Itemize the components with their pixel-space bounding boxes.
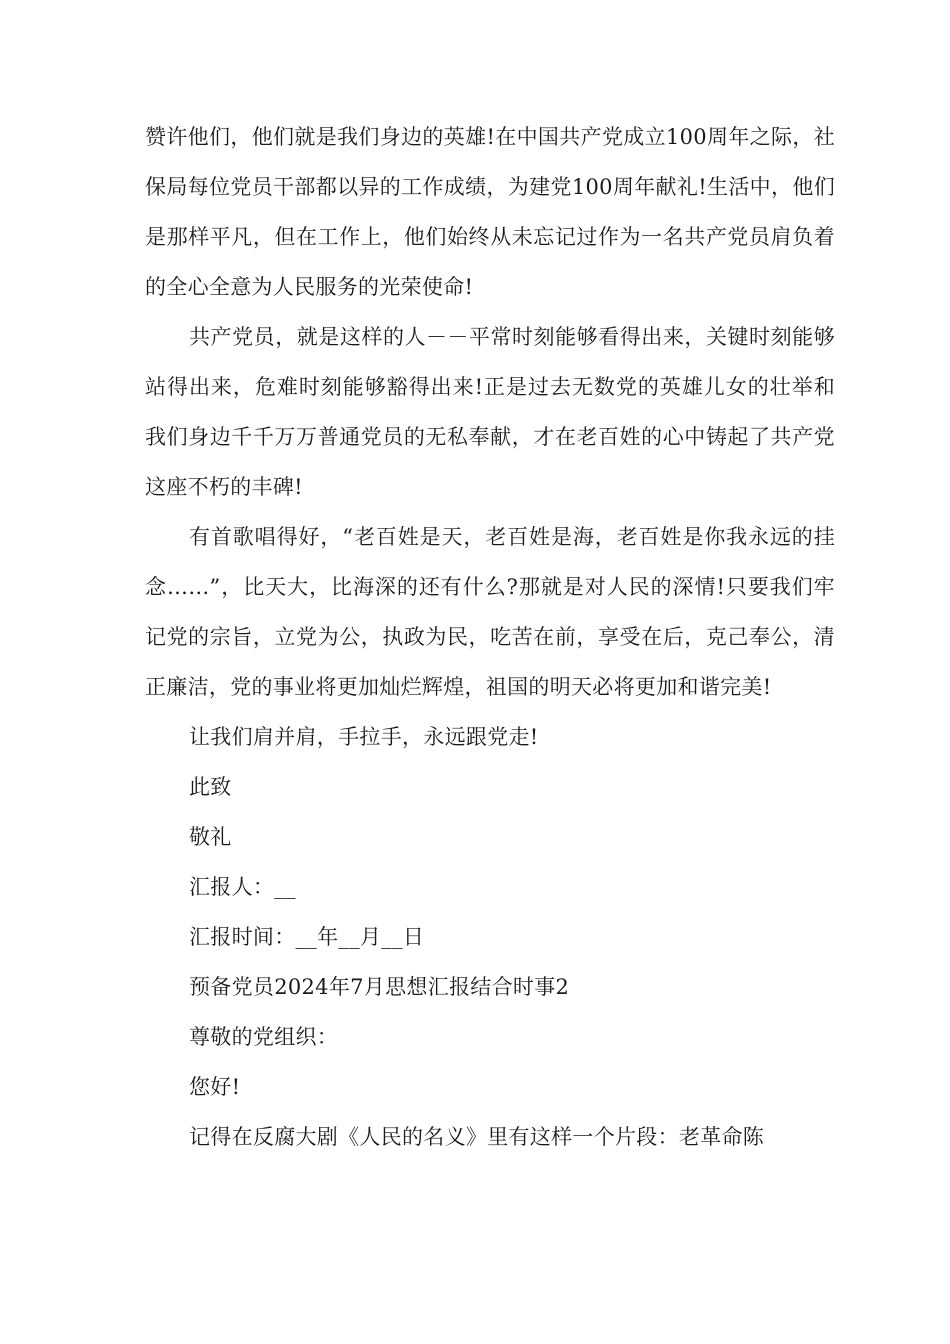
report-time-line: 汇报时间：__年__月__日 — [189, 925, 425, 949]
document-body — [145, 112, 835, 1162]
reporter-line: 汇报人：__ — [189, 875, 296, 899]
paragraph-party-member: 共产党员，就是这样的人－－平常时刻能够看得出来，关键时刻能够站得出来，危难时刻能够豁得出来!正是过去无数党的英雄儿女的壮举和我们身边千千万万普通党员的无私奉献，才在老百姓的心中铸起了共产党这座不朽的丰碑! — [145, 325, 835, 499]
paragraph-drama: 记得在反腐大剧《人民的名义》里有这样一个片段：老革命陈 — [189, 1125, 765, 1149]
greeting-hello: 您好! — [189, 1075, 241, 1099]
next-report-title: 预备党员2024年7月思想汇报结合时事2 — [189, 975, 570, 999]
closing-line: 让我们肩并肩，手拉手，永远跟党走! — [189, 725, 539, 749]
salutation-jingli: 敬礼 — [189, 825, 232, 849]
paragraph-song: 有首歌唱得好，“老百姓是天，老百姓是海，老百姓是你我永远的挂念……”，比天大，比海深的还有什么?那就是对人民的深情!只要我们牢记党的宗旨，立党为公，执政为民，吃苦在前，享受在后，克己奉公，清正廉洁，党的事业将更加灿烂辉煌，祖国的明天必将更加和谐完美! — [145, 525, 835, 699]
greeting-organization: 尊敬的党组织： — [189, 1025, 339, 1049]
salutation-cizhi: 此致 — [189, 775, 232, 799]
paragraph-heroes: 赞许他们，他们就是我们身边的英雄!在中国共产党成立100周年之际，社保局每位党员干部都以异的工作成绩，为建党100周年献礼!生活中，他们是那样平凡，但在工作上，他们始终从未忘记过作为一名共产党员肩负着的全心全意为人民服务的光荣使命! — [145, 125, 835, 299]
